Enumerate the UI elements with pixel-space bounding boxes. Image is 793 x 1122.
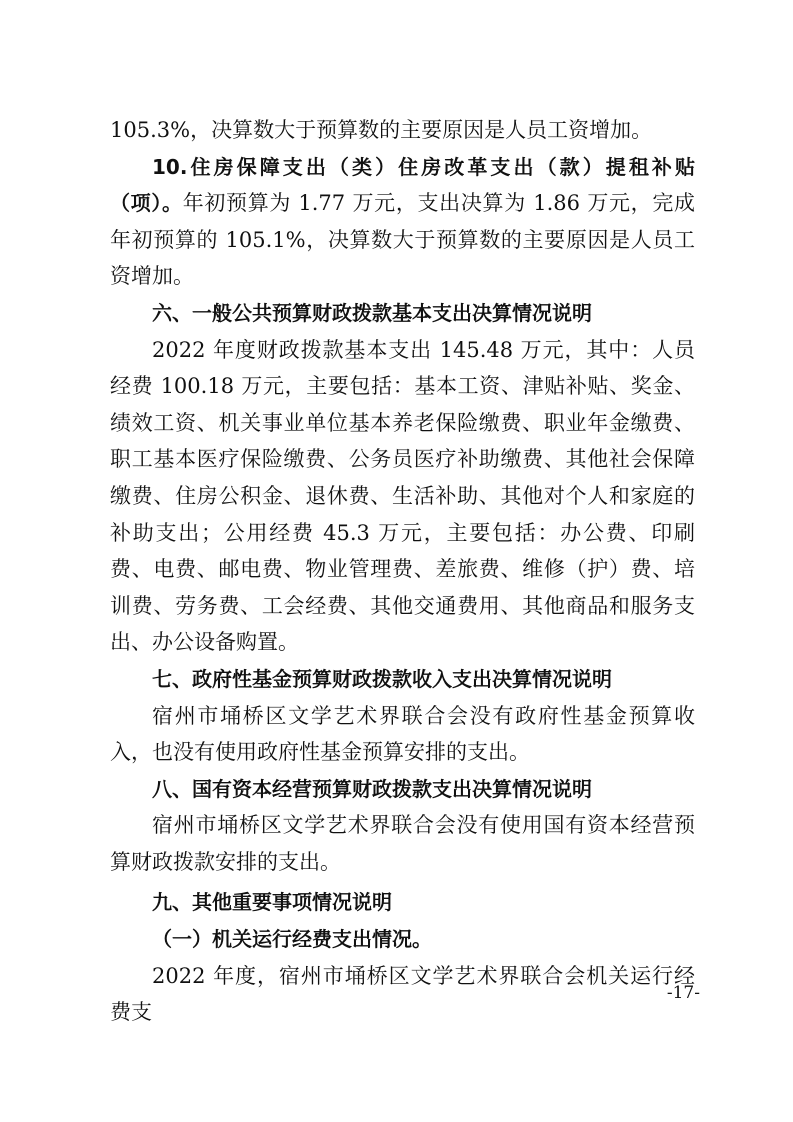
section-8-text: 宿州市埇桥区文学艺术界联合会没有使用国有资本经营预算财政拨款安排的支出。 <box>110 813 695 874</box>
section-7-text: 宿州市埇桥区文学艺术界联合会没有政府性基金预算收入，也没有使用政府性基金预算安排的支出。 <box>110 703 695 765</box>
section-6-text: 2022 年度财政拨款基本支出 145.48 万元，其中：人员经费 100.18 万元，主要包括：基本工资、津贴补贴、奖金、绩效工资、机关事业单位基本养老保险缴费、职业年金缴费、职工基本医疗保险缴费、公务员医疗补助缴费、其他社会保障缴费、住房公积金、退休费、生活补助、其他对个人和家庭的补助支出；公用经费 45.3 万元，主要包括：办公费、印刷费、电费、邮电费、物业管理费、差旅费、维修（护）费、培训费、劳务费、工会经费、其他交通费用、其他商品和服务支出、办公设备购置。 <box>110 337 695 655</box>
section-9-1-heading: （一）机关运行经费支出情况。 <box>152 927 432 952</box>
section-6-heading: 六、一般公共预算财政拨款基本支出决算情况说明 <box>152 300 592 325</box>
section-9-heading: 九、其他重要事项情况说明 <box>152 890 392 915</box>
paragraph-continuation: 105.3%，决算数大于预算数的主要原因是人员工资增加。 <box>110 118 653 142</box>
paragraph-item-10 <box>110 149 695 295</box>
section-7-heading: 七、政府性基金预算财政拨款收入支出决算情况说明 <box>152 666 612 691</box>
item-10-title: 10.住房保障支出（类）住房改革支出（款）提租补贴（项）。 <box>110 154 695 216</box>
document-body <box>110 112 695 1031</box>
page-number: -17- <box>666 983 700 1003</box>
item-10-text: 年初预算为 1.77 万元，支出决算为 1.86 万元，完成年初预算的 105.1%，决算数大于预算数的主要原因是人员工资增加。 <box>110 191 695 289</box>
section-9-text: 2022 年度，宿州市埇桥区文学艺术界联合会机关运行经费支 <box>110 963 695 1025</box>
section-8-heading: 八、国有资本经营预算财政拨款支出决算情况说明 <box>152 776 592 801</box>
